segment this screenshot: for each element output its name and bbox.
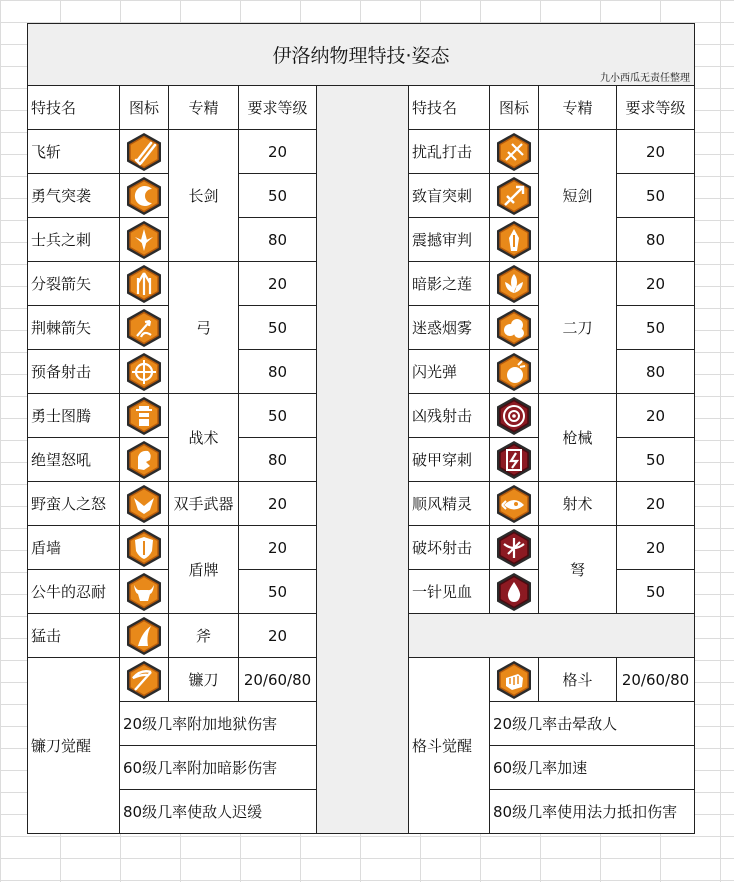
- blind-thrust-icon: [494, 176, 534, 216]
- skill-level: 20: [616, 393, 695, 438]
- header-right-3: 要求等级: [616, 85, 695, 130]
- header-right-2: 专精: [538, 85, 617, 130]
- title-text: 伊洛纳物理特技·姿态: [272, 45, 450, 67]
- slam-icon: [124, 616, 164, 656]
- skill-name: 震撼审判: [408, 217, 490, 262]
- awakening-effect: 60级几率加速: [489, 745, 695, 790]
- skill-name: 一针见血: [408, 569, 490, 614]
- icon-cell: [119, 481, 169, 526]
- split-arrow-icon: [124, 264, 164, 304]
- header-right-1: 图标: [489, 85, 539, 130]
- skill-level: 20: [616, 525, 695, 570]
- skill-level: 20: [616, 129, 695, 174]
- skill-level: 80: [238, 217, 317, 262]
- icon-cell: [119, 393, 169, 438]
- fist-icon: [494, 660, 534, 700]
- empty-gray-cell: [408, 613, 695, 658]
- skill-level: 20: [616, 481, 695, 526]
- icon-cell: [489, 129, 539, 174]
- skill-name: 荆棘箭矢: [27, 305, 120, 350]
- icon-cell: [119, 217, 169, 262]
- spec-cell: 双手武器: [168, 481, 239, 526]
- wind-spirit-icon: [494, 484, 534, 524]
- skill-name: 勇气突袭: [27, 173, 120, 218]
- skill-level: 50: [616, 173, 695, 218]
- skill-level: 80: [616, 217, 695, 262]
- icon-cell: [489, 657, 539, 702]
- skill-name: 凶残射击: [408, 393, 490, 438]
- skill-name: 迷惑烟雾: [408, 305, 490, 350]
- spec-cell: 弩: [538, 525, 617, 614]
- flash-bomb-icon: [494, 352, 534, 392]
- skill-level: 80: [238, 437, 317, 482]
- skill-level: 80: [616, 349, 695, 394]
- skill-name: 野蛮人之怒: [27, 481, 120, 526]
- icon-cell: [119, 261, 169, 306]
- skill-level: 50: [616, 305, 695, 350]
- skill-level: 50: [238, 173, 317, 218]
- armor-pierce-icon: [494, 440, 534, 480]
- skill-name: 盾墙: [27, 525, 120, 570]
- header-left-1: 图标: [119, 85, 169, 130]
- shadow-lotus-icon: [494, 264, 534, 304]
- icon-cell: [119, 657, 169, 702]
- awakening-effect: 20级几率附加地狱伤害: [119, 701, 317, 746]
- spec-cell: 短剑: [538, 129, 617, 262]
- spec-cell: 长剑: [168, 129, 239, 262]
- skill-name: 顺风精灵: [408, 481, 490, 526]
- skill-level: 20: [616, 261, 695, 306]
- skill-sheet: [28, 24, 695, 834]
- header-left-0: 特技名: [27, 85, 120, 130]
- scythe-icon: [124, 660, 164, 700]
- spec-cell: 盾牌: [168, 525, 239, 614]
- thorn-arrow-icon: [124, 308, 164, 348]
- skill-name: 破甲穿刺: [408, 437, 490, 482]
- header-left-3: 要求等级: [238, 85, 317, 130]
- icon-cell: [119, 613, 169, 658]
- roar-head-icon: [124, 440, 164, 480]
- spec-cell: 战术: [168, 393, 239, 482]
- icon-cell: [489, 569, 539, 614]
- smoke-icon: [494, 308, 534, 348]
- icon-cell: [489, 481, 539, 526]
- crescent-strike-icon: [124, 176, 164, 216]
- skill-name: 闪光弹: [408, 349, 490, 394]
- icon-cell: [119, 349, 169, 394]
- skill-name: 破坏射击: [408, 525, 490, 570]
- icon-cell: [119, 525, 169, 570]
- skill-name: 士兵之刺: [27, 217, 120, 262]
- awakening-effect: 80级几率使敌人迟缓: [119, 789, 317, 834]
- skill-level: 50: [616, 437, 695, 482]
- icon-cell: [489, 305, 539, 350]
- icon-cell: [489, 437, 539, 482]
- page-title: [27, 23, 695, 86]
- spec-cell: 斧: [168, 613, 239, 658]
- spec-cell: 枪械: [538, 393, 617, 482]
- target-shot-icon: [494, 396, 534, 436]
- disrupt-strike-icon: [494, 132, 534, 172]
- skill-name: 预备射击: [27, 349, 120, 394]
- awakening-effect: 80级几率使用法力抵扣伤害: [489, 789, 695, 834]
- crosshair-icon: [124, 352, 164, 392]
- awakening-label: 镰刀觉醒: [27, 657, 120, 834]
- skill-level: 20: [238, 525, 317, 570]
- icon-cell: [489, 349, 539, 394]
- icon-cell: [489, 393, 539, 438]
- skill-level: 50: [238, 569, 317, 614]
- icon-cell: [119, 173, 169, 218]
- header-left-2: 专精: [168, 85, 239, 130]
- skill-level: 50: [616, 569, 695, 614]
- shield-wall-icon: [124, 528, 164, 568]
- awakening-spec: 格斗: [538, 657, 617, 702]
- awakening-effect: 60级几率附加暗影伤害: [119, 745, 317, 790]
- sword-slash-icon: [124, 132, 164, 172]
- skill-name: 暗影之莲: [408, 261, 490, 306]
- divider-column: [316, 85, 409, 834]
- icon-cell: [119, 305, 169, 350]
- skill-name: 勇士图腾: [27, 393, 120, 438]
- awakening-level: 20/60/80: [616, 657, 695, 702]
- skill-name: 猛击: [27, 613, 120, 658]
- skill-name: 公牛的忍耐: [27, 569, 120, 614]
- skill-level: 20: [238, 481, 317, 526]
- blood-drop-icon: [494, 572, 534, 612]
- skill-name: 分裂箭矢: [27, 261, 120, 306]
- header-right-0: 特技名: [408, 85, 490, 130]
- judgement-icon: [494, 220, 534, 260]
- awakening-label: 格斗觉醒: [408, 657, 490, 834]
- skill-level: 20: [238, 613, 317, 658]
- totem-icon: [124, 396, 164, 436]
- icon-cell: [489, 173, 539, 218]
- berserk-icon: [124, 484, 164, 524]
- awakening-spec: 镰刀: [168, 657, 239, 702]
- skill-name: 致盲突刺: [408, 173, 490, 218]
- awakening-effect: 20级几率击晕敌人: [489, 701, 695, 746]
- icon-cell: [489, 525, 539, 570]
- bull-icon: [124, 572, 164, 612]
- crossbow-shot-icon: [494, 528, 534, 568]
- skill-level: 50: [238, 305, 317, 350]
- icon-cell: [119, 129, 169, 174]
- skill-name: 飞斩: [27, 129, 120, 174]
- spec-cell: 弓: [168, 261, 239, 394]
- icon-cell: [119, 569, 169, 614]
- skill-level: 50: [238, 393, 317, 438]
- credit-text: 九小西瓜无责任整理: [600, 73, 690, 84]
- skill-name: 绝望怒吼: [27, 437, 120, 482]
- icon-cell: [119, 437, 169, 482]
- awakening-level: 20/60/80: [238, 657, 317, 702]
- skill-name: 扰乱打击: [408, 129, 490, 174]
- skill-level: 20: [238, 261, 317, 306]
- skill-level: 20: [238, 129, 317, 174]
- icon-cell: [489, 261, 539, 306]
- burst-thrust-icon: [124, 220, 164, 260]
- icon-cell: [489, 217, 539, 262]
- spec-cell: 射术: [538, 481, 617, 526]
- spec-cell: 二刀: [538, 261, 617, 394]
- skill-level: 80: [238, 349, 317, 394]
